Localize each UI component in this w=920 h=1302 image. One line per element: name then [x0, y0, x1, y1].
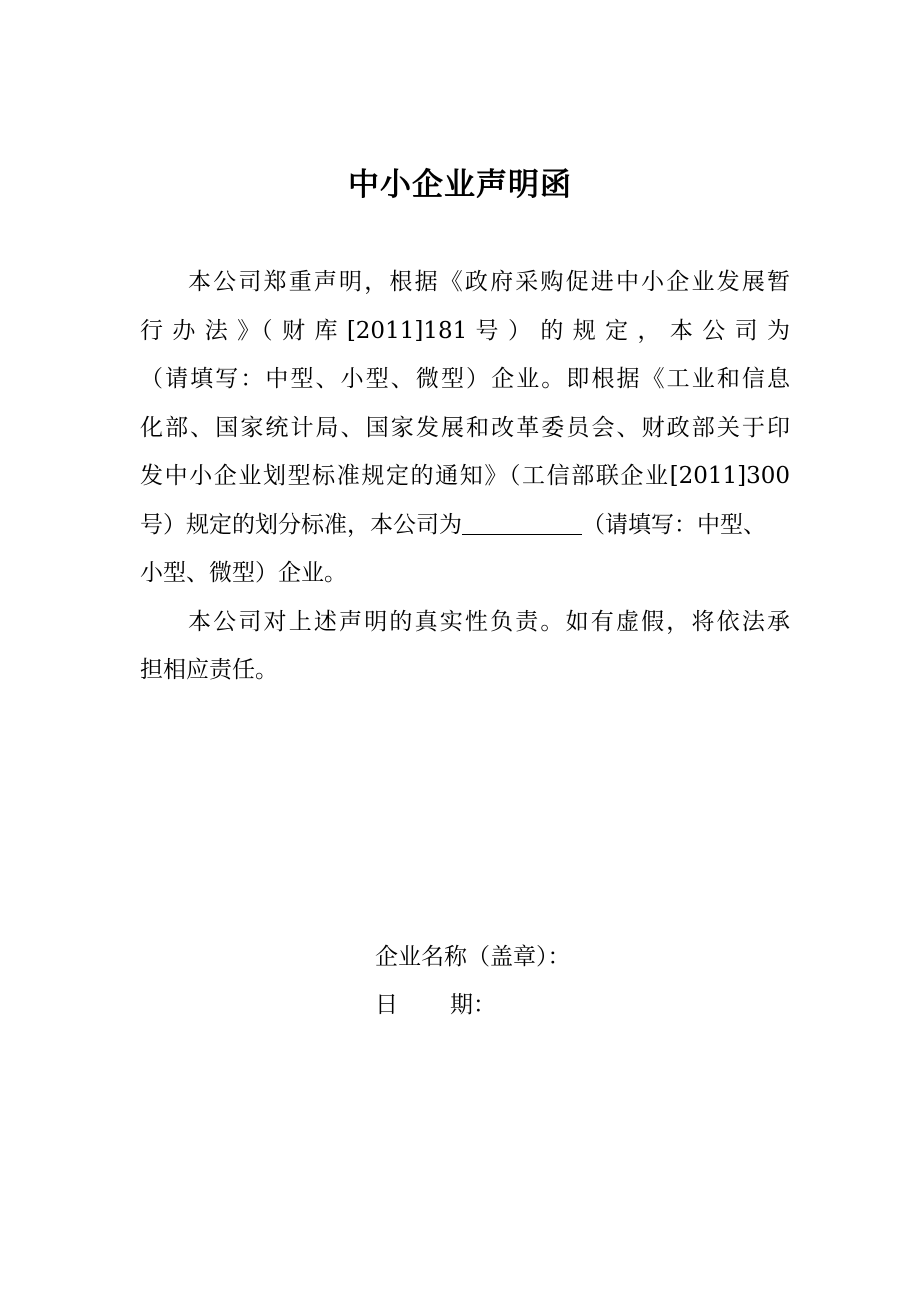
page-title: 中小企业声明函: [348, 167, 572, 203]
paragraph-2-line-2: 担相应责任。: [140, 657, 278, 683]
paragraph-2-line-1: 本公司对上述声明的真实性负责。如有虚假，将依法承: [188, 608, 790, 635]
enterprise-type-blank: [462, 512, 582, 535]
date-label-period: 期：: [450, 992, 496, 1018]
paragraph-1-line-6: [140, 501, 790, 550]
paragraph-1-line-3: （请填写：中型、小型、微型）企业。即根据《工业和信息: [140, 366, 790, 392]
signature-block: [375, 933, 571, 1029]
paragraph-1-line-2: 行 办 法 》（ 财 库 [2011]181 号 ） 的 规 定 ， 本 公 司 为: [140, 317, 790, 344]
company-name-label: 企业名称（盖章）：: [375, 944, 571, 970]
paragraph-1-line-6-before: 号）规定的划分标准，本公司为: [140, 511, 462, 538]
date-label: [375, 981, 571, 1029]
paragraph-1-line-1: 本公司郑重声明，根据《政府采购促进中小企业发展暂: [188, 269, 790, 295]
date-label-day: 日: [375, 992, 398, 1018]
paragraph-1-line-7: 小型、微型）企业。: [140, 560, 347, 586]
paragraph-1-line-6-after: （请填写：中型、: [582, 511, 766, 538]
paragraph-1-line-5: 发中小企业划型标准规定的通知》（工信部联企业[2011]300: [140, 463, 790, 489]
declaration-body: [140, 258, 790, 695]
paragraph-1-line-4: 化部、国家统计局、国家发展和改革委员会、财政部关于印: [140, 414, 790, 441]
